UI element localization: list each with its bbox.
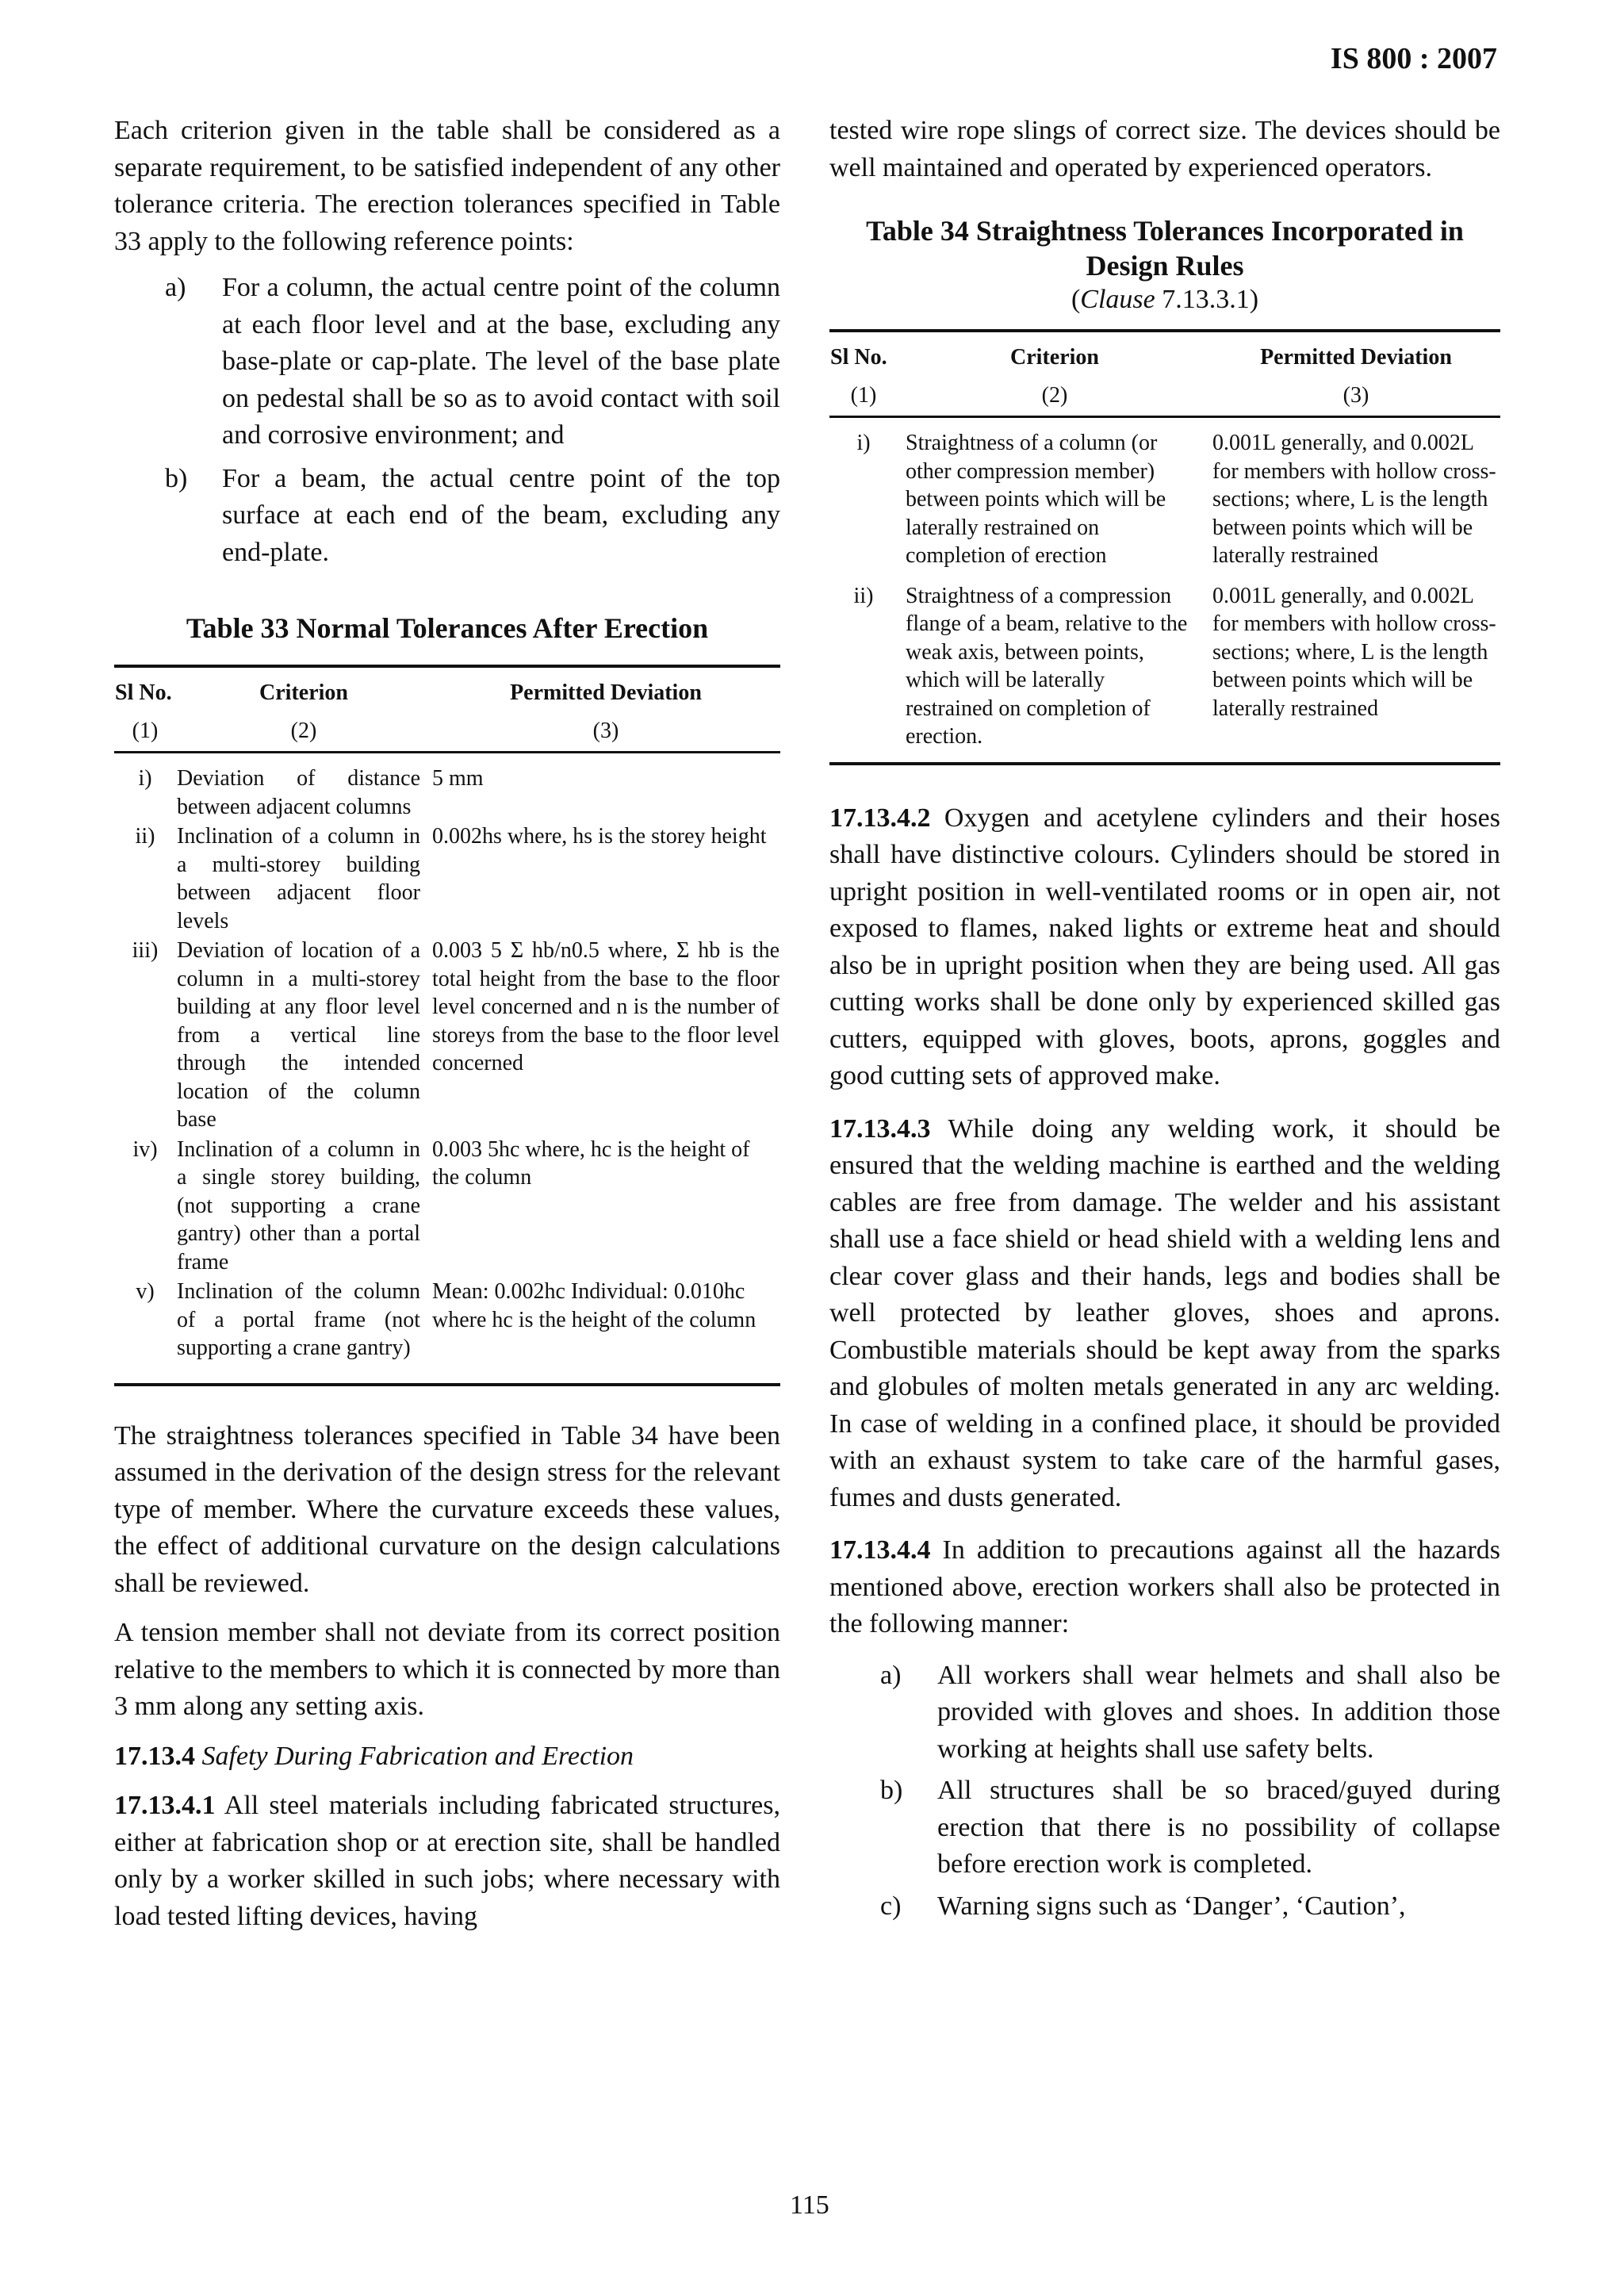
column-number-row: (1) (2) (3) (114, 715, 780, 753)
table-row: i) Straightness of a column (or other compression member) between points which will be laterally restrained on completion of erection 0.001L generally, and 0.002L for members with hollow cross-sections; where, L is the length between points which will be laterally restrained (856, 431, 1496, 568)
table-row: v) Inclination of the column of a portal frame (not supporting a crane gantry) Mean: 0.002hc Individual: 0.010hc where hc is the height of the column (136, 1279, 756, 1360)
left-column (114, 113, 780, 1935)
continuation-paragraph: tested wire rope slings of correct size. The devices should be well maintained and operated by experienced operators. (829, 116, 1500, 182)
table-row: iv) Inclination of a column in a single storey building, (not supporting a crane gantry) other than a portal frame 0.003 5hc where, hc is the height of the column (132, 1136, 750, 1274)
clause-17-13-4-2: 17.13.4.2 Oxygen and acetylene cylinders and their hoses shall have distinctive colours. Cylinders should be stored in upright position in well-ventilated rooms or in open air, not exposed to flames, naked lights or extreme heat and should also be in upright position when they are being used. All gas cutting works shall be done only by experienced skilled gas cutters, equipped with gloves, boots, aprons, goggles and good cutting sets of approved make. (829, 803, 1500, 1090)
clause-17-13-4-1: 17.13.4.1 All steel materials including fabricated structures, either at fabrication shop or at erection site, shall be handled only by a worker skilled in such jobs; where necessary with load tested lifting devices, having (114, 1791, 781, 1931)
list-item: b) All structures shall be so braced/guyed during erection that there is no possibility of collapse before erection work is completed. (880, 1776, 1500, 1879)
reference-points-list (114, 270, 780, 571)
table-row: ii) Inclination of a column in a multi-storey building between adjacent floor levels 0.002hs where, hs is the storey height (135, 824, 767, 933)
list-item: b) For a beam, the actual centre point of the top surface at each end of the beam, excluding any end-plate. (165, 463, 780, 567)
protection-list (829, 1657, 1500, 1926)
header-deviation: Permitted Deviation (510, 680, 702, 705)
header-sl-no: Sl No. (830, 345, 887, 370)
table-header-row (829, 331, 1500, 380)
table-34-clause-ref: (Clause 7.13.3.1) (1071, 285, 1259, 314)
table-33 (114, 665, 780, 1386)
clause-17-13-4-4: 17.13.4.4 In addition to precautions against all the hazards mentioned above, erection workers shall also be protected in the following manner: (829, 1535, 1501, 1638)
tension-member-paragraph: A tension member shall not deviate from its correct position relative to the members to which it is connected by more than 3 mm along any setting axis. (114, 1618, 780, 1721)
header-sl-no: Sl No. (115, 680, 172, 705)
intro-paragraph: Each criterion given in the table shall be considered as a separate requirement, to be satisfied independent of any other tolerance criteria. The erection tolerances specified in Table 33 apply to the following reference points: (114, 116, 780, 256)
table-34 (829, 329, 1500, 765)
page-number: 115 (790, 2190, 829, 2220)
clause-17-13-4-3: 17.13.4.3 While doing any welding work, it should be ensured that the welding machine is earthed and the welding cables are free from damage. The welder and his assistant shall use a face shield or head shield with a welding lens and clear cover glass and their hands, legs and bodies shall be well protected by leather gloves, shoes and aprons. Combustible materials should be kept away from the sparks and globules of molten metals generated in any arc welding. In case of welding in a confined place, it should be provided with an exhaust system to take care of the harmful gases, fumes and dusts generated. (829, 1113, 1501, 1512)
header-deviation: Permitted Deviation (1260, 345, 1452, 370)
straightness-paragraph: The straightness tolerances specified in Table 34 have been assumed in the derivation of the design stress for the relevant type of member. Where the curvature exceeds these values, the effect of additional curvature on the design calculations shall be reviewed. (114, 1420, 780, 1598)
table-row: ii) Straightness of a compression flange of a beam, relative to the weak axis, between points, which will be laterally restrained on completion of erection. 0.001L generally, and 0.002L for members with hollow cross-sections; where, L is the length between points which will be laterally restrained (853, 583, 1496, 749)
list-item: a) All workers shall wear helmets and shall also be provided with gloves and shoes. In addition those working at heights shall use safety belts. (880, 1660, 1500, 1764)
page-header: IS 800 : 2007 (1330, 42, 1497, 75)
clause-17-13-4-heading: 17.13.4 Safety During Fabrication and Erection (114, 1741, 634, 1771)
table-row: iii) Deviation of location of a column in a multi-storey building at any floor level from a vertical line through the intended location of the column base 0.003 5 Σ hb/n0.5 where, Σ hb is the total height from the base to the floor level concerned and n is the number of storeys from the base to the floor level concerned (132, 938, 779, 1132)
list-item: c) Warning signs such as ‘Danger’, ‘Caution’, (880, 1891, 1406, 1921)
table-33-title: Table 33 Normal Tolerances After Erection (186, 612, 709, 644)
right-column (829, 113, 1500, 1925)
column-number-row: (1) (2) (3) (829, 380, 1500, 417)
header-criterion: Criterion (1010, 345, 1099, 370)
table-34-title: Table 34 Straightness Tolerances Incorporated in Design Rules (866, 215, 1464, 282)
list-item: a) For a column, the actual centre point of the column at each floor level and at the base, excluding any base-plate or cap-plate. The level of the base plate on pedestal shall be so as to avoid contact with soil and corrosive environment; and (165, 273, 780, 450)
header-criterion: Criterion (259, 680, 348, 705)
table-row: i) Deviation of distance between adjacent columns 5 mm (138, 766, 484, 819)
table-header-row (114, 666, 780, 715)
